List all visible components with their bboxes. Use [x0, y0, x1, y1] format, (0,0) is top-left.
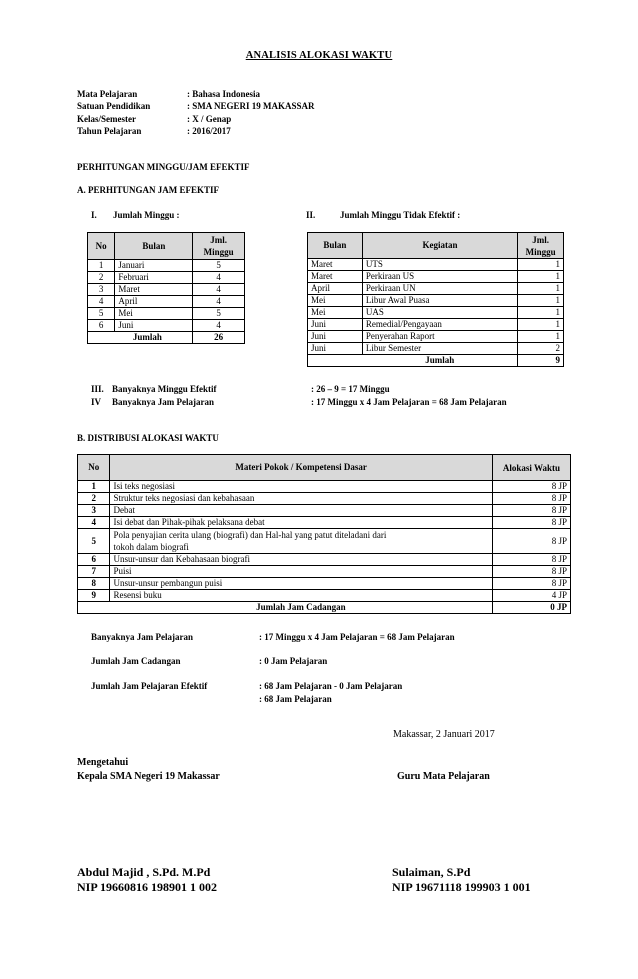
table-row [88, 260, 245, 272]
table-row [78, 517, 571, 529]
cell: UAS [362, 307, 517, 319]
col-header: No [88, 233, 115, 260]
part2-title: Jumlah Minggu Tidak Efektif : [340, 210, 461, 220]
effective-weeks-table [87, 232, 245, 344]
cell: 4 [78, 517, 110, 529]
col-header: Bulan [308, 233, 363, 259]
table-row [308, 295, 564, 307]
col-header: Materi Pokok / Kompetensi Dasar [110, 455, 492, 481]
table-row [88, 320, 245, 332]
cell: 5 [193, 308, 245, 320]
cell: Puisi [110, 566, 492, 578]
cell: Mei [115, 308, 193, 320]
table-row [308, 343, 564, 355]
cell: 1 [518, 259, 564, 271]
cell: Maret [115, 284, 193, 296]
cell: 1 [518, 307, 564, 319]
part4-value: : 17 Minggu x 4 Jam Pelajaran = 68 Jam Pelajaran [311, 397, 507, 407]
col-header: Jml. Minggu [518, 233, 564, 259]
col-header: Jml. Minggu [193, 233, 245, 260]
cell: April [115, 296, 193, 308]
cell: Debat [110, 505, 492, 517]
info-label: Satuan Pendidikan [77, 101, 151, 112]
part1-title: Jumlah Minggu : [113, 210, 180, 220]
cell: 1 [518, 283, 564, 295]
right-signatory-nip: NIP 19671118 199903 1 001 [392, 880, 531, 894]
cell: 3 [88, 284, 115, 296]
cell: 4 [193, 272, 245, 284]
col-header: Bulan [115, 233, 193, 260]
info-value: : 2016/2017 [187, 125, 231, 136]
cell: Juni [115, 320, 193, 332]
section-b-heading: B. DISTRIBUSI ALOKASI WAKTU [77, 433, 219, 443]
cell: Mei [308, 295, 363, 307]
part2-label: II. [306, 210, 316, 220]
cell: Unsur-unsur dan Kebahasaan biografi [110, 554, 492, 566]
cell: 1 [518, 319, 564, 331]
cell: Mei [308, 307, 363, 319]
cell: Maret [308, 259, 363, 271]
table-row [78, 590, 571, 602]
subject-info [77, 88, 315, 137]
total-label: Jumlah Jam Cadangan [110, 602, 492, 614]
cell: Isi teks negosiasi [110, 481, 492, 493]
cell: 1 [518, 331, 564, 343]
cell: Libur Awal Puasa [362, 295, 517, 307]
document-title: ANALISIS ALOKASI WAKTU [245, 50, 393, 61]
cell: 4 [193, 284, 245, 296]
info-value: : X / Genap [187, 113, 232, 124]
cell: 1 [88, 260, 115, 272]
cell: 5 [193, 260, 245, 272]
table-row [78, 493, 571, 505]
cell: Resensi buku [110, 590, 492, 602]
table-row [308, 319, 564, 331]
total-label: Jumlah [115, 332, 193, 344]
place-date: Makassar, 2 Januari 2017 [393, 729, 495, 740]
cell: 2 [88, 272, 115, 284]
cell: Libur Semester [362, 343, 517, 355]
part1-label: I. [91, 210, 97, 220]
table-row [308, 283, 564, 295]
table-row [78, 578, 571, 590]
cell: Unsur-unsur pembangun puisi [110, 578, 492, 590]
total-row [308, 355, 564, 367]
cell: 1 [78, 481, 110, 493]
cell: 1 [518, 271, 564, 283]
table-row [88, 272, 245, 284]
cell: 5 [78, 529, 110, 554]
cell: Isi debat dan Pihak-pihak pelaksana debat [110, 517, 492, 529]
col-header: No [78, 455, 110, 481]
info-value: : Bahasa Indonesia [187, 89, 261, 99]
summary-key: Banyaknya Jam Pelajaran [91, 632, 194, 642]
col-header: Alokasi Waktu [492, 455, 570, 481]
cell: 4 JP [492, 590, 570, 602]
cell: UTS [362, 259, 517, 271]
cell: 5 [88, 308, 115, 320]
total-value: 0 JP [492, 602, 570, 614]
cell: 3 [78, 505, 110, 517]
col-header: Kegiatan [362, 233, 517, 259]
cell: 4 [193, 296, 245, 308]
cell: 9 [78, 590, 110, 602]
cell: April [308, 283, 363, 295]
table-row [308, 331, 564, 343]
part3-label: III. [91, 384, 104, 394]
part4-key: Banyaknya Jam Pelajaran [112, 397, 215, 407]
cell: 8 JP [492, 517, 570, 529]
cell: 8 JP [492, 554, 570, 566]
cell: Pola penyajian cerita ulang (biografi) dan Hal-hal yang patut diteladani dari tokoh dalam biografi [110, 529, 492, 554]
cell: Januari [115, 260, 193, 272]
cell: 8 JP [492, 566, 570, 578]
cell: 4 [193, 320, 245, 332]
cell: 7 [78, 566, 110, 578]
total-label: Jumlah [362, 355, 517, 367]
left-signatory-nip: NIP 19660816 198901 1 002 [77, 880, 218, 894]
cell: 2 [518, 343, 564, 355]
table-row [78, 505, 571, 517]
mengetahui-label: Mengetahui [77, 757, 129, 768]
total-value: 9 [518, 355, 564, 367]
cell: 6 [78, 554, 110, 566]
part3-value: : 26 – 9 = 17 Minggu [311, 384, 390, 394]
summary-value: : 0 Jam Pelajaran [259, 656, 328, 666]
cell: Perkiraan UN [362, 283, 517, 295]
info-label: Tahun Pelajaran [77, 125, 142, 136]
info-value: : SMA NEGERI 19 MAKASSAR [187, 101, 315, 112]
cell: 8 JP [492, 493, 570, 505]
left-signatory-name: Abdul Majid , S.Pd. M.Pd [77, 865, 211, 879]
table-row [88, 284, 245, 296]
table-row [78, 566, 571, 578]
table-row [308, 271, 564, 283]
cell: Struktur teks negosiasi dan kebahasaan [110, 493, 492, 505]
section-a-heading: A. PERHITUNGAN JAM EFEKTIF [77, 185, 220, 195]
cell: Juni [308, 319, 363, 331]
distribution-table [77, 454, 571, 614]
table-row [308, 307, 564, 319]
cell: 8 JP [492, 505, 570, 517]
cell: 8 JP [492, 481, 570, 493]
summary-value: : 68 Jam Pelajaran - 0 Jam Pelajaran [259, 681, 403, 691]
total-row [88, 332, 245, 344]
table-row [88, 296, 245, 308]
summary-value: : 17 Minggu x 4 Jam Pelajaran = 68 Jam Pelajaran [259, 632, 455, 642]
cell: Februari [115, 272, 193, 284]
cell: 6 [88, 320, 115, 332]
total-row [78, 602, 571, 614]
summary-key: Jumlah Jam Cadangan [91, 656, 181, 666]
summary-key: Jumlah Jam Pelajaran Efektif [91, 681, 208, 691]
table-row [78, 529, 571, 554]
cell: 8 JP [492, 529, 570, 554]
table-row [308, 259, 564, 271]
right-signatory-role: Guru Mata Pelajaran [397, 771, 490, 782]
cell: Perkiraan US [362, 271, 517, 283]
section-main-heading: PERHITUNGAN MINGGU/JAM EFEKTIF [77, 162, 250, 172]
part3-key: Banyaknya Minggu Efektif [112, 384, 217, 394]
cell: 2 [78, 493, 110, 505]
table-row [78, 554, 571, 566]
total-value: 26 [193, 332, 245, 344]
cell: 1 [518, 295, 564, 307]
info-label: Kelas/Semester [77, 113, 136, 124]
part4-label: IV [91, 397, 102, 407]
cell: Remedial/Pengayaan [362, 319, 517, 331]
ineffective-weeks-table [307, 232, 564, 367]
left-signatory-role: Kepala SMA Negeri 19 Makassar [77, 771, 220, 782]
info-label: Mata Pelajaran [77, 89, 138, 99]
cell: 8 [78, 578, 110, 590]
cell: Penyerahan Raport [362, 331, 517, 343]
cell: 8 JP [492, 578, 570, 590]
summary-value: : 68 Jam Pelajaran [259, 694, 332, 704]
right-signatory-name: Sulaiman, S.Pd [392, 865, 471, 879]
table-row [88, 308, 245, 320]
cell: Maret [308, 271, 363, 283]
cell: Juni [308, 331, 363, 343]
table-row [78, 481, 571, 493]
cell: Juni [308, 343, 363, 355]
cell: 4 [88, 296, 115, 308]
